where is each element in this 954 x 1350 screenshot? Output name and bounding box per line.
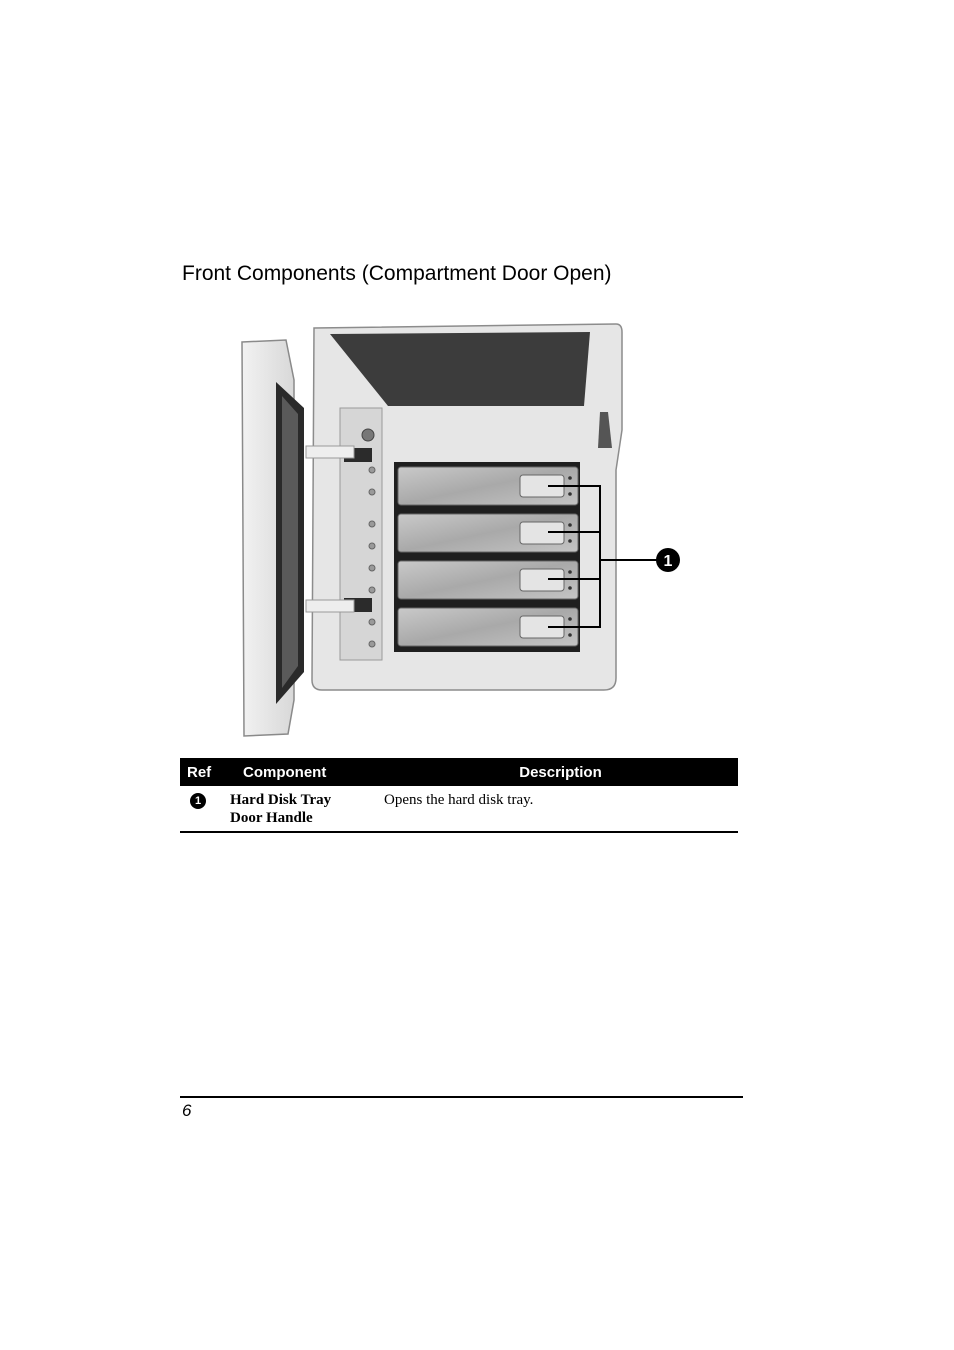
header-component: Component [227,758,383,786]
ref-cell [180,786,227,832]
callout-label: 1 [663,553,673,570]
page-number: 6 [182,1101,192,1120]
component-cell [227,786,383,832]
header-ref: Ref [180,758,227,786]
component-name-line1: Hard Disk Tray [230,792,332,808]
description-cell: Opens the hard disk tray. [383,786,738,832]
component-name-line2: Door Handle [230,810,313,826]
ref-number-icon: 1 [190,793,206,809]
table-row [180,786,738,832]
header-description: Description [383,758,738,786]
footer-divider [180,1096,743,1098]
device-front-figure [236,320,686,740]
compartment-door [242,340,304,736]
components-table [180,758,738,833]
callout-number-icon [656,548,680,572]
table-header-row [180,758,738,786]
section-heading: Front Components (Compartment Door Open) [182,262,612,285]
